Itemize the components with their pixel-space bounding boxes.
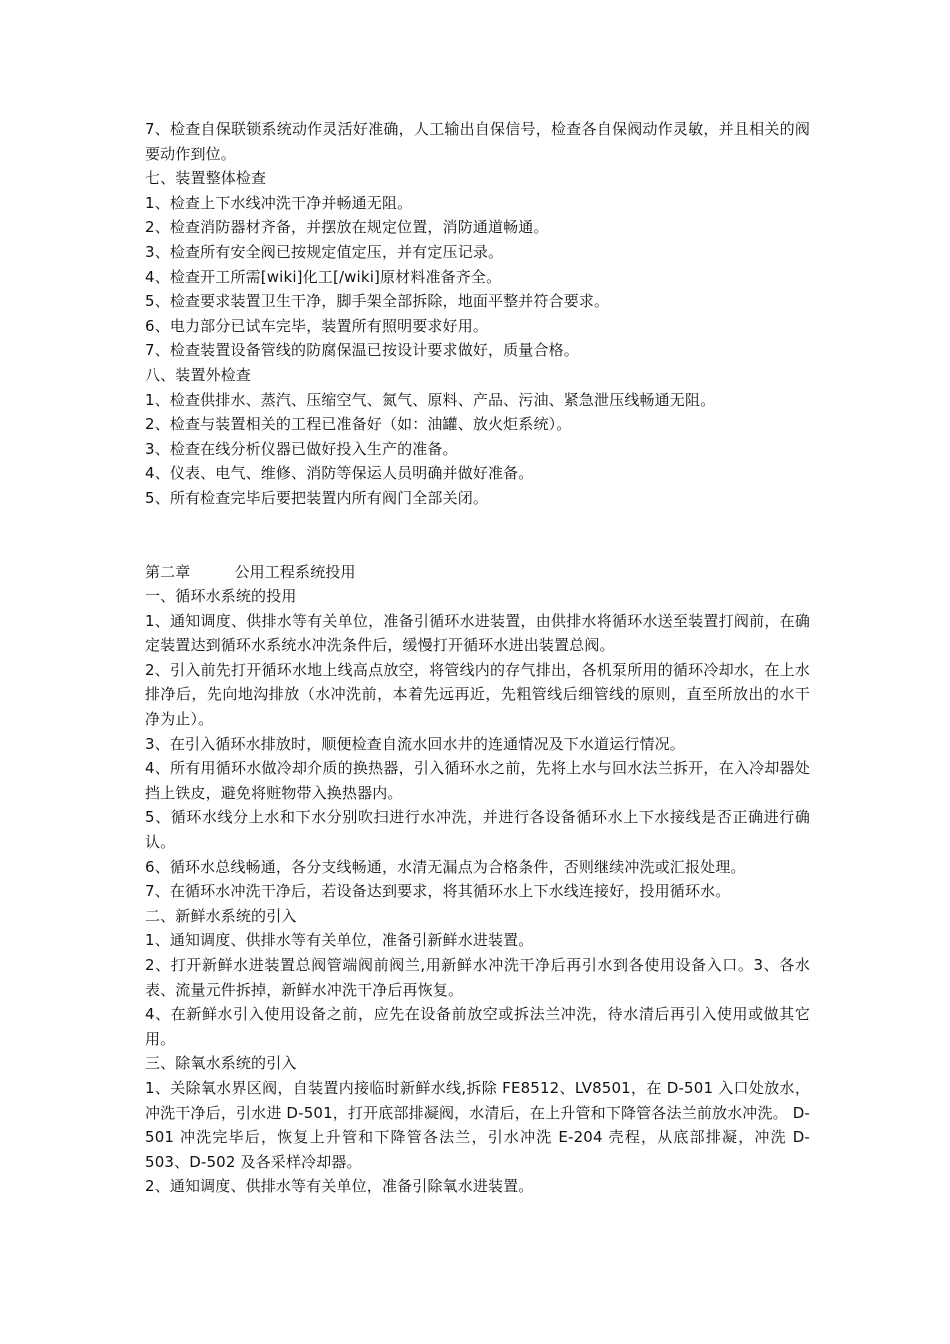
- paragraph: 5、检查要求装置卫生干净，脚手架全部拆除，地面平整并符合要求。: [145, 292, 610, 311]
- paragraph: 2、检查消防器材齐备，并摆放在规定位置，消防通道畅通。: [145, 218, 549, 237]
- paragraph: 1、检查上下水线冲洗干净并畅通无阻。: [145, 193, 413, 212]
- paragraph: 7、检查自保联锁系统动作灵活好准确，人工输出自保信号，检查各自保阀动作灵敏，并且相关的阀要动作到位。: [145, 120, 810, 163]
- section-heading: 七、装置整体检查: [145, 169, 267, 188]
- paragraph: 4、仪表、电气、维修、消防等保运人员明确并做好准备。: [145, 464, 534, 483]
- paragraph: 2、通知调度、供排水等有关单位，准备引除氧水进装置。: [145, 1177, 534, 1196]
- paragraph: 1、通知调度、供排水等有关单位，准备引新鲜水进装置。: [145, 931, 534, 950]
- paragraph: 1、检查供排水、蒸汽、压缩空气、氮气、原料、产品、污油、紧急泄压线畅通无阻。: [145, 390, 716, 409]
- document-body: [145, 117, 810, 1199]
- paragraph: 6、电力部分已试车完毕，装置所有照明要求好用。: [145, 316, 488, 335]
- paragraph: 2、检查与装置相关的工程已准备好（如：油罐、放火炬系统）。: [145, 415, 572, 434]
- paragraph: 3、检查所有安全阀已按规定值定压，并有定压记录。: [145, 242, 504, 261]
- paragraph: 3、在引入循环水排放时，顺便检查自流水回水井的连通情况及下水道运行情况。: [145, 734, 685, 753]
- paragraph: 4、检查开工所需[wiki]化工[/wiki]原材料准备齐全。: [145, 267, 502, 286]
- section-heading: 八、装置外检查: [145, 365, 252, 384]
- chapter-number: 第二章: [145, 562, 191, 581]
- paragraph: 2、引入前先打开循环水地上线高点放空，将管线内的存气排出，各机泵所用的循环冷却水，在上水排净后，先向地沟排放（水冲洗前，本着先远再近，先粗管线后细管线的原则，直至所放出的水干净为止）。: [145, 660, 810, 729]
- paragraph: 5、所有检查完毕后要把装置内所有阀门全部关闭。: [145, 488, 488, 507]
- paragraph: 1、关除氧水界区阀，自装置内接临时新鲜水线,拆除 FE8512、LV8501，在 D-501 入口处放水，冲洗干净后，引水进 D-501，打开底部排凝阀，水清后，在上升管和下降管各法兰前放水冲洗。 D-501 冲洗完毕后，恢复上升管和下降管各法兰，引水冲洗 E-204 壳程，从底部排凝，冲洗 D-503、D-502 及各采样冷却器。: [145, 1078, 810, 1171]
- paragraph: 5、循环水线分上水和下水分别吹扫进行水冲洗，并进行各设备循环水上下水接线是否正确进行确认。: [145, 808, 810, 852]
- section-heading: 三、除氧水系统的引入: [145, 1054, 297, 1073]
- paragraph: 7、在循环水冲洗干净后，若设备达到要求，将其循环水上下水线连接好，投用循环水。: [145, 882, 731, 901]
- paragraph: 4、所有用循环水做冷却介质的换热器，引入循环水之前，先将上水与回水法兰拆开，在入冷却器处挡上铁皮，避免将赃物带入换热器内。: [145, 759, 810, 802]
- section-heading: 一、循环水系统的投用: [145, 587, 297, 606]
- section-heading: 二、新鲜水系统的引入: [145, 906, 297, 925]
- paragraph: 3、检查在线分析仪器已做好投入生产的准备。: [145, 439, 458, 458]
- paragraph: 6、循环水总线畅通，各分支线畅通，水清无漏点为合格条件，否则继续冲洗或汇报处理。: [145, 857, 746, 876]
- paragraph: 2、打开新鲜水进装置总阀管端阀前阀兰,用新鲜水冲洗干净后再引水到各使用设备入口。3、各水表、流量元件拆掉，新鲜水冲洗干净后再恢复。: [145, 956, 810, 999]
- paragraph: 1、通知调度、供排水等有关单位，准备引循环水进装置，由供排水将循环水送至装置打阀前，在确定装置达到循环水系统水冲洗条件后，缓慢打开循环水进出装置总阀。: [145, 611, 810, 655]
- chapter-title: 公用工程系统投用: [234, 562, 356, 581]
- chapter-heading: [145, 560, 810, 585]
- blank-space: [145, 511, 810, 560]
- paragraph: 4、在新鲜水引入使用设备之前，应先在设备前放空或拆法兰冲洗，待水清后再引入使用或做其它用。: [145, 1005, 810, 1048]
- paragraph: 7、检查装置设备管线的防腐保温已按设计要求做好，质量合格。: [145, 341, 579, 360]
